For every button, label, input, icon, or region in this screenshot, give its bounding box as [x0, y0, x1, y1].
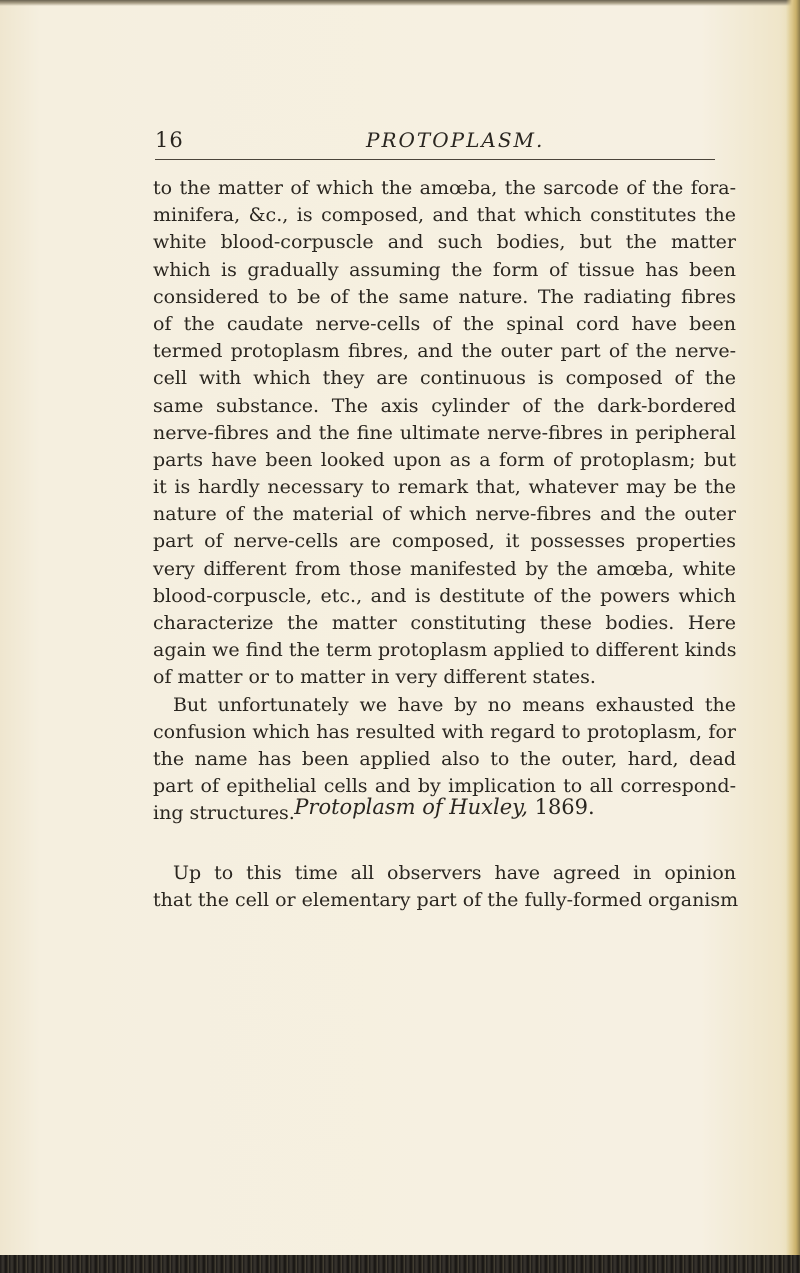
running-title: PROTOPLASM.: [366, 128, 545, 152]
paragraph-1: [153, 175, 736, 692]
text-line: it is hardly necessary to remark that, whatever may be the: [153, 476, 736, 499]
text-line: nature of the material of which nerve-fibres and the outer: [153, 503, 736, 526]
text-line: same substance. The axis cylinder of the dark-bordered: [153, 394, 736, 417]
page-bottom-edge: [0, 1255, 800, 1273]
body-text: [153, 175, 736, 828]
section-heading-title: Protoplasm of Huxley,: [294, 795, 528, 819]
text-line: of the caudate nerve-cells of the spinal cord have been: [153, 312, 736, 335]
page-gutter-edge: [786, 0, 800, 1273]
text-line: again we find the term protoplasm applied to different kinds: [153, 639, 737, 662]
text-line: parts have been looked upon as a form of protoplasm; but: [153, 448, 736, 471]
text-line: minifera, &c., is composed, and that which constitutes the: [153, 204, 736, 227]
text-line: which is gradually assuming the form of tissue has been: [153, 258, 736, 281]
text-line: cell with which they are continuous is composed of the: [153, 367, 736, 390]
page-number: 16: [155, 128, 184, 152]
section-heading: [153, 795, 736, 819]
text-line: ing structures.: [153, 802, 295, 825]
text-line: white blood-corpuscle and such bodies, but the matter: [153, 231, 736, 254]
text-line: But unfortunately we have by no means exhausted the: [173, 693, 736, 716]
text-line: the name has been applied also to the outer, hard, dead: [153, 747, 736, 770]
text-line: part of nerve-cells are composed, it possesses properties: [153, 530, 736, 553]
section-heading-year: 1869.: [534, 795, 595, 819]
text-line: part of epithelial cells and by implication to all correspond-: [153, 775, 736, 798]
text-line: Up to this time all observers have agreed in opinion: [173, 862, 736, 884]
running-head: [155, 128, 715, 158]
text-line: that the cell or elementary part of the fully-formed organism: [153, 889, 739, 912]
text-line: very different from those manifested by the amœba, white: [153, 557, 736, 580]
text-line: termed protoplasm fibres, and the outer part of the nerve-: [153, 340, 736, 363]
text-line: blood-corpuscle, etc., and is destitute of the powers which: [153, 584, 736, 607]
text-line: characterize the matter constituting these bodies. Here: [153, 612, 736, 634]
paragraph-3: [153, 860, 739, 914]
text-line: to the matter of which the amœba, the sarcode of the fora-: [153, 177, 736, 199]
page-top-edge: [0, 0, 800, 6]
text-line: of matter or to matter in very different states.: [153, 666, 596, 689]
text-line: confusion which has resulted with regard to protoplasm, for: [153, 720, 736, 743]
text-line: considered to be of the same nature. The radiating fibres: [153, 285, 736, 308]
text-line: nerve-fibres and the fine ultimate nerve-fibres in peripheral: [153, 421, 736, 444]
header-rule: [155, 159, 715, 160]
